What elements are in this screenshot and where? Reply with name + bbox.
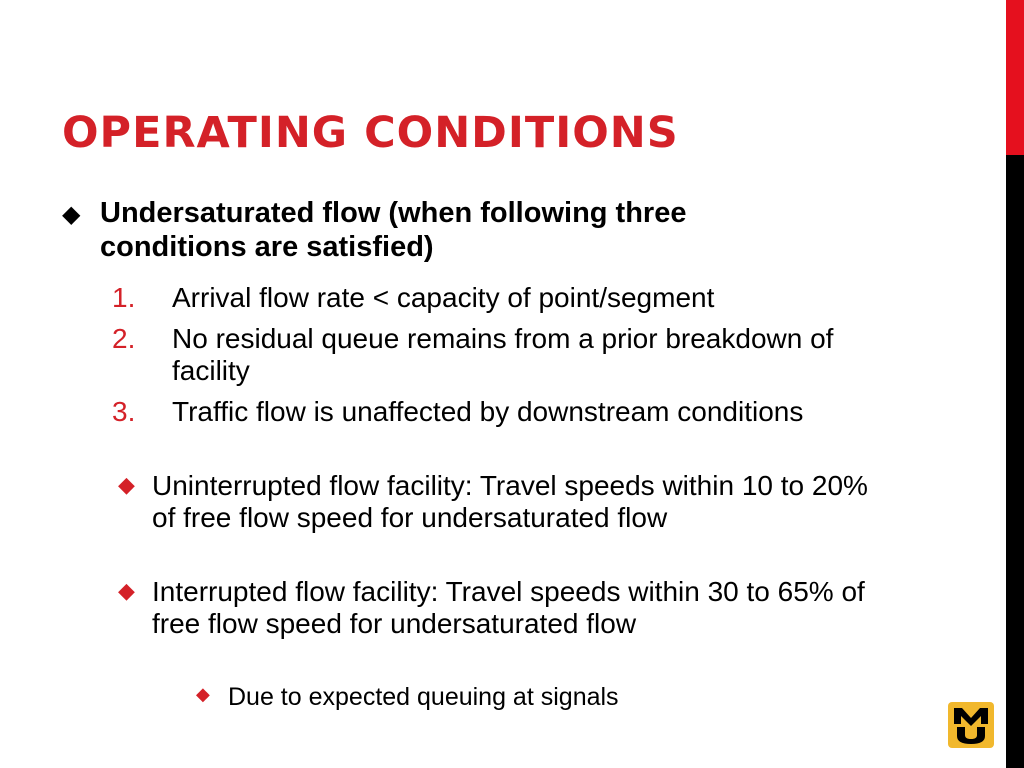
sub-sub-bullet-text: Due to expected queuing at signals: [228, 683, 619, 711]
condition-item-1: [112, 282, 872, 314]
diamond-bullet-icon: ◆: [118, 472, 135, 497]
condition-number: 1.: [112, 282, 136, 313]
sub-bullet-interrupted: [118, 576, 878, 640]
diamond-bullet-icon: ◆: [196, 684, 210, 704]
condition-item-3: [112, 396, 872, 428]
side-accent-bar-black: [1006, 155, 1024, 768]
condition-item-2: [112, 323, 872, 387]
sub-bullet-uninterrupted: [118, 470, 878, 534]
slide-title: OPERATING CONDITIONS: [62, 108, 679, 158]
condition-text: No residual queue remains from a prior breakdown of facility: [172, 323, 834, 386]
condition-text: Arrival flow rate < capacity of point/segment: [172, 282, 715, 313]
condition-number: 2.: [112, 323, 136, 354]
condition-text: Traffic flow is unaffected by downstream conditions: [172, 396, 804, 427]
mu-logo-icon: [948, 702, 994, 748]
sub-bullet-text: Uninterrupted flow facility: Travel speeds within 10 to 20% of free flow speed for undersaturated flow: [152, 470, 868, 533]
main-bullet: [62, 196, 822, 264]
side-accent-bar-red: [1006, 0, 1024, 155]
diamond-bullet-icon: ◆: [118, 578, 135, 603]
sub-sub-bullet: [196, 682, 896, 712]
sub-bullet-text: Interrupted flow facility: Travel speeds within 30 to 65% of free flow speed for undersaturated flow: [152, 576, 865, 639]
condition-number: 3.: [112, 396, 136, 427]
diamond-bullet-icon: ◆: [62, 201, 81, 228]
main-bullet-text: Undersaturated flow (when following three conditions are satisfied): [100, 197, 687, 263]
